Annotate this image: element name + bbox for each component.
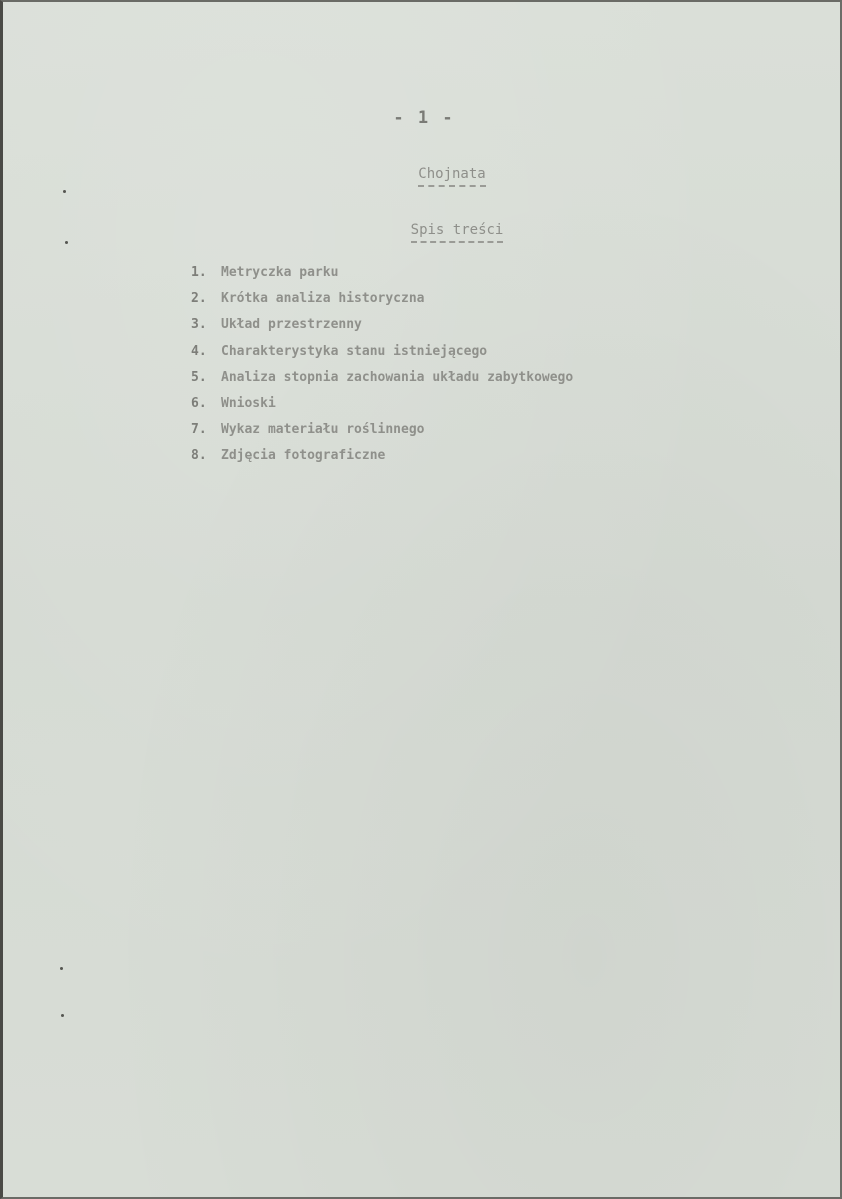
toc-item-label: Układ przestrzenny [221, 317, 362, 333]
toc-item-number: 5. [191, 369, 207, 385]
toc-item-label: Krótka analiza historyczna [221, 291, 425, 307]
punch-mark [63, 190, 66, 193]
toc-item [191, 339, 573, 365]
toc-item-label: Charakterystyka stanu istniejącego [221, 343, 488, 359]
toc-item-label: Wykaz materiału roślinnego [221, 422, 425, 438]
toc-item-label: Wnioski [221, 395, 276, 411]
toc-item-label: Analiza stopnia zachowania układu zabytkowego [221, 369, 574, 385]
toc-item [191, 260, 573, 286]
toc-item [191, 312, 573, 338]
toc-item-number: 1. [191, 265, 207, 280]
toc-title [3, 222, 842, 243]
toc-item-number: 3. [191, 317, 207, 333]
toc-title-text: Spis treści [411, 222, 504, 243]
toc-item-number: 2. [191, 291, 207, 307]
toc-item [191, 443, 573, 469]
toc-item [191, 286, 573, 312]
toc-item-label: Metryczka parku [221, 265, 339, 280]
toc-item-number: 4. [191, 343, 207, 359]
table-of-contents [191, 260, 573, 470]
page-number: - 1 - [393, 108, 455, 128]
toc-item-label: Zdjęcia fotograficzne [221, 448, 386, 464]
punch-mark [65, 241, 68, 244]
place-title [3, 166, 842, 187]
toc-item-number: 7. [191, 422, 207, 438]
toc-item [191, 365, 573, 391]
toc-item-number: 6. [191, 395, 207, 411]
place-title-text: Chojnata [418, 166, 485, 187]
toc-item [191, 417, 573, 443]
punch-mark [60, 967, 63, 970]
toc-item [191, 391, 573, 417]
punch-mark [61, 1014, 64, 1017]
toc-item-number: 8. [191, 448, 207, 464]
